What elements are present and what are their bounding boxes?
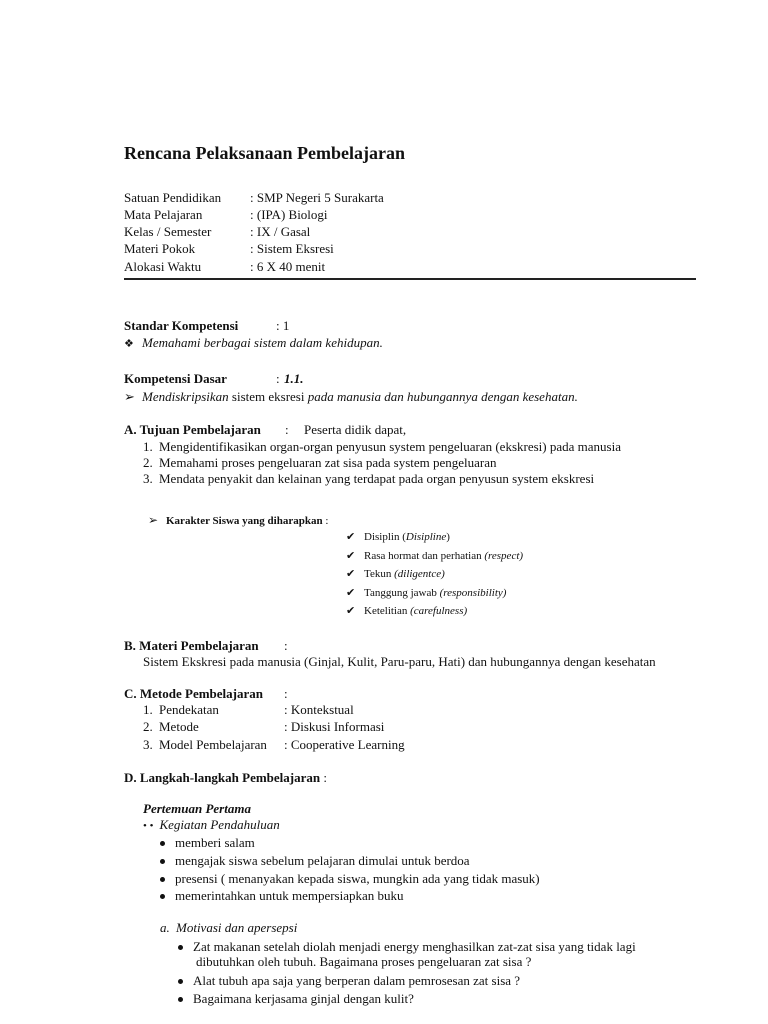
checkmark-icon: ✔ (346, 568, 356, 580)
method-value: : Diskusi Informasi (284, 719, 385, 734)
kd-heading: Kompetensi Dasar (124, 371, 227, 386)
sk-statement (124, 334, 383, 351)
arrow-bullet-icon: ➢ (148, 513, 159, 527)
motivasi-item-continued: dibutuhkan oleh tubuh. Bagaimana proses pengeluaran zat sisa ? (196, 954, 532, 969)
section-d-heading: D. Langkah-langkah Pembelajaran : (124, 770, 327, 785)
section-b-colon: : (284, 638, 288, 653)
karakter-item: ✔ Tekun (diligentce) (346, 568, 445, 580)
kd-value: 1.1. (284, 371, 304, 386)
checkmark-icon: ✔ (346, 550, 356, 562)
karakter-item: ✔ Tanggung jawab (responsibility) (346, 587, 507, 599)
identity-label-0: Satuan Pendidikan (124, 190, 222, 205)
kd-colon: : (276, 371, 280, 386)
karakter-colon: : (322, 515, 329, 527)
section-a-heading: A. Tujuan Pembelajaran (124, 422, 261, 437)
bullet-icon (178, 979, 183, 984)
section-b-text: Sistem Ekskresi pada manusia (Ginjal, Kulit, Paru-paru, Hati) dan hubungannya dengan kesehatan (143, 654, 656, 669)
objective-item: 3. Mendata penyakit dan kelainan yang terdapat pada organ penyusun system ekskresi (143, 471, 595, 486)
identity-label-1: Mata Pelajaran (124, 207, 203, 222)
identity-value-3: : Sistem Eksresi (250, 241, 334, 256)
kd-text-1: Mendiskripsikan (142, 389, 229, 404)
bullet-icon (160, 841, 165, 846)
kegiatan-item: mengajak siswa sebelum pelajaran dimulai untuk berdoa (160, 852, 470, 869)
bullet-icon: • • (143, 820, 154, 832)
karakter-heading-row (148, 513, 328, 528)
checkmark-icon: ✔ (346, 531, 356, 543)
bullet-icon (178, 945, 183, 950)
kd-statement (124, 388, 578, 405)
method-value: : Cooperative Learning (284, 737, 405, 752)
checkmark-icon: ✔ (346, 587, 356, 599)
kegiatan-heading: • • Kegiatan Pendahuluan (143, 817, 280, 832)
identity-value-1: : (IPA) Biologi (250, 207, 328, 222)
method-item: 2. Metode (143, 719, 199, 734)
identity-value-0: : SMP Negeri 5 Surakarta (250, 190, 384, 205)
karakter-heading: Karakter Siswa yang diharapkan (166, 515, 323, 527)
method-item: 1. Pendekatan (143, 702, 219, 717)
section-b-heading: B. Materi Pembelajaran (124, 638, 259, 653)
identity-label-3: Materi Pokok (124, 241, 196, 256)
karakter-item: ✔ Rasa hormat dan perhatian (respect) (346, 550, 524, 562)
bullet-icon (178, 997, 183, 1002)
section-a-colon: : (285, 422, 289, 437)
section-c-colon: : (284, 686, 288, 701)
diamond-bullet-icon: ❖ (124, 338, 134, 350)
kd-text-2: sistem eksresi (228, 389, 308, 404)
section-a-intro: Peserta didik dapat, (304, 422, 407, 437)
method-item: 3. Model Pembelajaran (143, 737, 267, 752)
motivasi-item: Alat tubuh apa saja yang berperan dalam pemrosesan zat sisa ? (178, 972, 520, 989)
sk-value: : 1 (276, 318, 290, 333)
kegiatan-item: memberi salam (160, 834, 255, 851)
kegiatan-item: memerintahkan untuk mempersiapkan buku (160, 887, 404, 904)
motivasi-item: Zat makanan setelah diolah menjadi energy menghasilkan zat-zat sisa yang tidak lagi (178, 938, 636, 955)
karakter-item: ✔ Ketelitian (carefulness) (346, 605, 468, 617)
pertemuan-heading: Pertemuan Pertama (143, 801, 251, 816)
karakter-item: ✔ Disiplin (Disipline) (346, 531, 450, 543)
method-value: : Kontekstual (284, 702, 354, 717)
sk-heading: Standar Kompetensi (124, 318, 239, 333)
sk-text: Memahami berbagai sistem dalam kehidupan. (142, 335, 383, 350)
objective-item: 1. Mengidentifikasikan organ-organ penyusun system pengeluaran (ekskresi) pada manusia (143, 439, 621, 454)
objective-item: 2. Memahami proses pengeluaran zat sisa pada system pengeluaran (143, 455, 497, 470)
identity-value-4: : 6 X 40 menit (250, 259, 326, 274)
checkmark-icon: ✔ (346, 605, 356, 617)
kd-text-3: pada manusia dan hubungannya dengan kesehatan. (307, 389, 578, 404)
bullet-icon (160, 859, 165, 864)
section-c-heading: C. Metode Pembelajaran (124, 686, 263, 701)
bullet-icon (160, 877, 165, 882)
identity-value-2: : IX / Gasal (250, 224, 311, 239)
arrow-bullet-icon: ➢ (124, 389, 135, 404)
header-divider (124, 278, 696, 280)
motivasi-heading: a. Motivasi dan apersepsi (160, 920, 298, 935)
identity-label-4: Alokasi Waktu (124, 259, 202, 274)
doc-title: Rencana Pelaksanaan Pembelajaran (124, 143, 405, 163)
identity-label-2: Kelas / Semester (124, 224, 212, 239)
kegiatan-item: presensi ( menanyakan kepada siswa, mungkin ada yang tidak masuk) (160, 870, 540, 887)
motivasi-item: Bagaimana kerjasama ginjal dengan kulit? (178, 990, 414, 1007)
bullet-icon (160, 894, 165, 899)
